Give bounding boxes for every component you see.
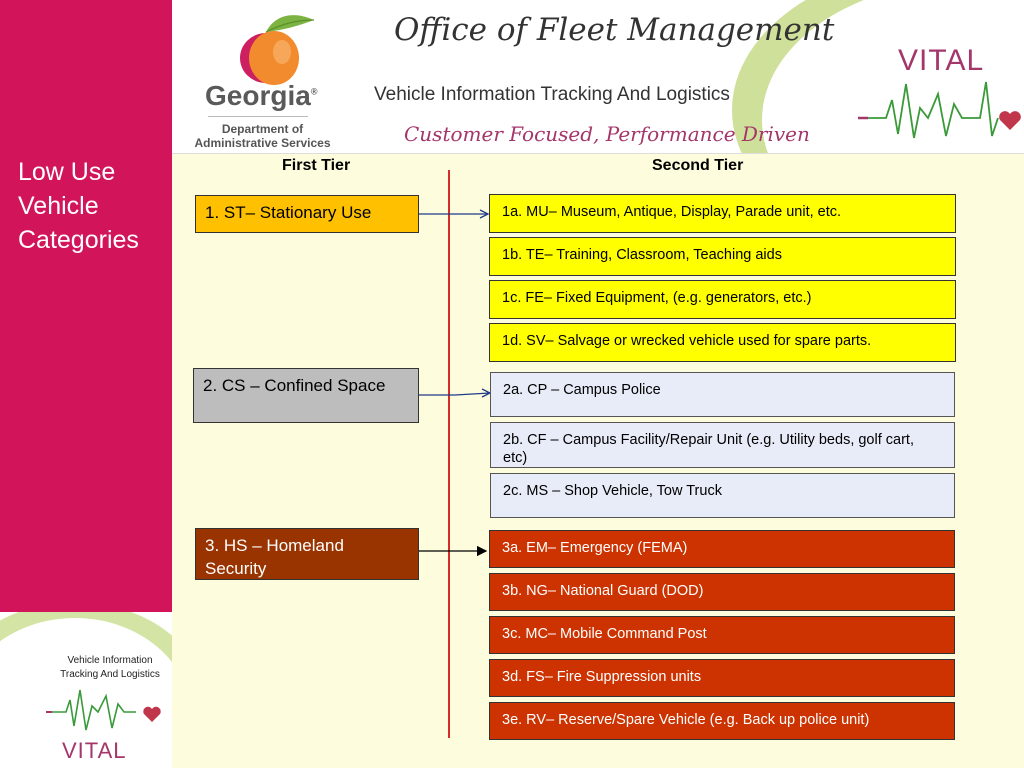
slide-title-line-3: Categories — [18, 226, 139, 254]
slide-title-line-2: Vehicle — [18, 192, 99, 220]
second-tier-header: Second Tier — [652, 157, 744, 174]
department-name-line-1: Department of — [221, 122, 304, 136]
office-title: Office of Fleet Management — [394, 12, 835, 48]
second-tier-2a: 2a. CP – Campus Police — [490, 372, 955, 417]
slide-title-line-1: Low Use — [18, 158, 116, 186]
second-tier-1d: 1d. SV– Salvage or wrecked vehicle used for spare parts. — [489, 323, 956, 362]
first-tier-hs: 3. HS – Homeland Security — [195, 528, 419, 580]
arrow-cs-to-children — [419, 393, 490, 395]
first-tier-cs: 2. CS – Confined Space — [193, 368, 419, 423]
first-tier-st: 1. ST– Stationary Use — [195, 195, 419, 233]
georgia-wordmark: Georgia® — [205, 80, 318, 111]
second-tier-3b: 3b. NG– National Guard (DOD) — [489, 573, 955, 611]
first-tier-header: First Tier — [282, 157, 351, 174]
second-tier-1b: 1b. TE– Training, Classroom, Teaching aids — [489, 237, 956, 276]
second-tier-2b: 2b. CF – Campus Facility/Repair Unit (e.g. Utility beds, golf cart, etc) — [490, 422, 955, 468]
second-tier-2c: 2c. MS – Shop Vehicle, Tow Truck — [490, 473, 955, 518]
second-tier-3c: 3c. MC– Mobile Command Post — [489, 616, 955, 654]
motto: Customer Focused, Performance Driven — [404, 122, 810, 146]
vital-logo-small-line-1: Vehicle Information — [67, 655, 153, 666]
second-tier-1c: 1c. FE– Fixed Equipment, (e.g. generators, etc.) — [489, 280, 956, 319]
vital-wordmark-small: VITAL — [62, 738, 127, 763]
second-tier-3d: 3d. FS– Fire Suppression units — [489, 659, 955, 697]
department-name-line-2: Administrative Services — [194, 136, 331, 150]
vital-subtitle: Vehicle Information Tracking And Logistics — [374, 84, 730, 105]
vital-wordmark: VITAL — [898, 44, 985, 77]
second-tier-3a: 3a. EM– Emergency (FEMA) — [489, 530, 955, 568]
vital-logo-small-line-2: Tracking And Logistics — [60, 669, 160, 680]
second-tier-1a: 1a. MU– Museum, Antique, Display, Parade unit, etc. — [489, 194, 956, 233]
second-tier-3e: 3e. RV– Reserve/Spare Vehicle (e.g. Back up police unit) — [489, 702, 955, 740]
